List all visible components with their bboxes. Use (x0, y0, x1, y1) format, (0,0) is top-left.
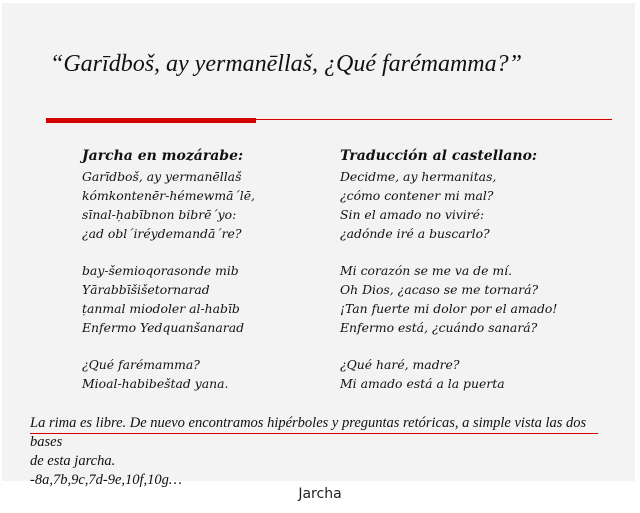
mozarabic-heading: Jarcha en mozárabe: (82, 148, 244, 164)
verse-line: ¿adónde iré a buscarlo? (340, 226, 490, 241)
image-caption: Jarcha (298, 486, 342, 502)
note-line: de esta jarcha. (30, 453, 116, 469)
slide-title: “Garīdboš, ay yermanēllaš, ¿Qué farémamma?” (50, 51, 522, 77)
verse-line: Sin el amado no viviré: (340, 207, 485, 222)
mozarabic-column (82, 148, 322, 393)
slide (2, 3, 635, 488)
verse-line: bay-šemioqorasonde mib (82, 263, 239, 278)
note-line: -8a,7b,9c,7d-9e,10f,10g… (30, 472, 182, 488)
verse-line: Garīdboš, ay yermanēllaš (82, 169, 242, 184)
verse-line: Mi amado está a la puerta (340, 376, 505, 391)
verse-line: Mioal-habibeštad yana. (82, 376, 229, 391)
verse-line: ¿ad obl´iréydemandā´re? (82, 226, 242, 241)
verse-line: kómkontenēr-hémewmā´lē, (82, 188, 255, 203)
verse-line: Yārabbīšišetornarad (82, 282, 210, 297)
verse-line: Oh Dios, ¿acaso se me tornará? (340, 282, 539, 297)
verse-line: ¡Tan fuerte mi dolor por el amado! (340, 301, 558, 316)
spanish-heading: Traducción al castellano: (340, 148, 538, 164)
verse-line: ¿Qué farémamma? (82, 357, 200, 372)
title-rule-thin (256, 119, 612, 120)
verse-line: Decidme, ay hermanitas, (340, 169, 497, 184)
verse-line: ¿cómo contener mi mal? (340, 188, 494, 203)
analysis-note (30, 414, 610, 490)
spanish-column (340, 148, 610, 393)
verse-line: ṭanmal miodoler al-habīb (82, 301, 240, 316)
note-line: La rima es libre. De nuevo encontramos hipérboles y preguntas retóricas, a simple vista las dos bases (30, 415, 587, 450)
verse-line: sīnal-ḥabībnon bibrē´yo: (82, 207, 237, 222)
verse-line: Mi corazón se me va de mí. (340, 263, 513, 278)
verse-line: ¿Qué haré, madre? (340, 357, 460, 372)
verse-line: Enfermo está, ¿cuándo sanará? (340, 320, 538, 335)
note-rule (30, 433, 598, 434)
verse-line: Enfermo Yedquanšanarad (82, 320, 245, 335)
title-rule-thick (46, 118, 256, 123)
